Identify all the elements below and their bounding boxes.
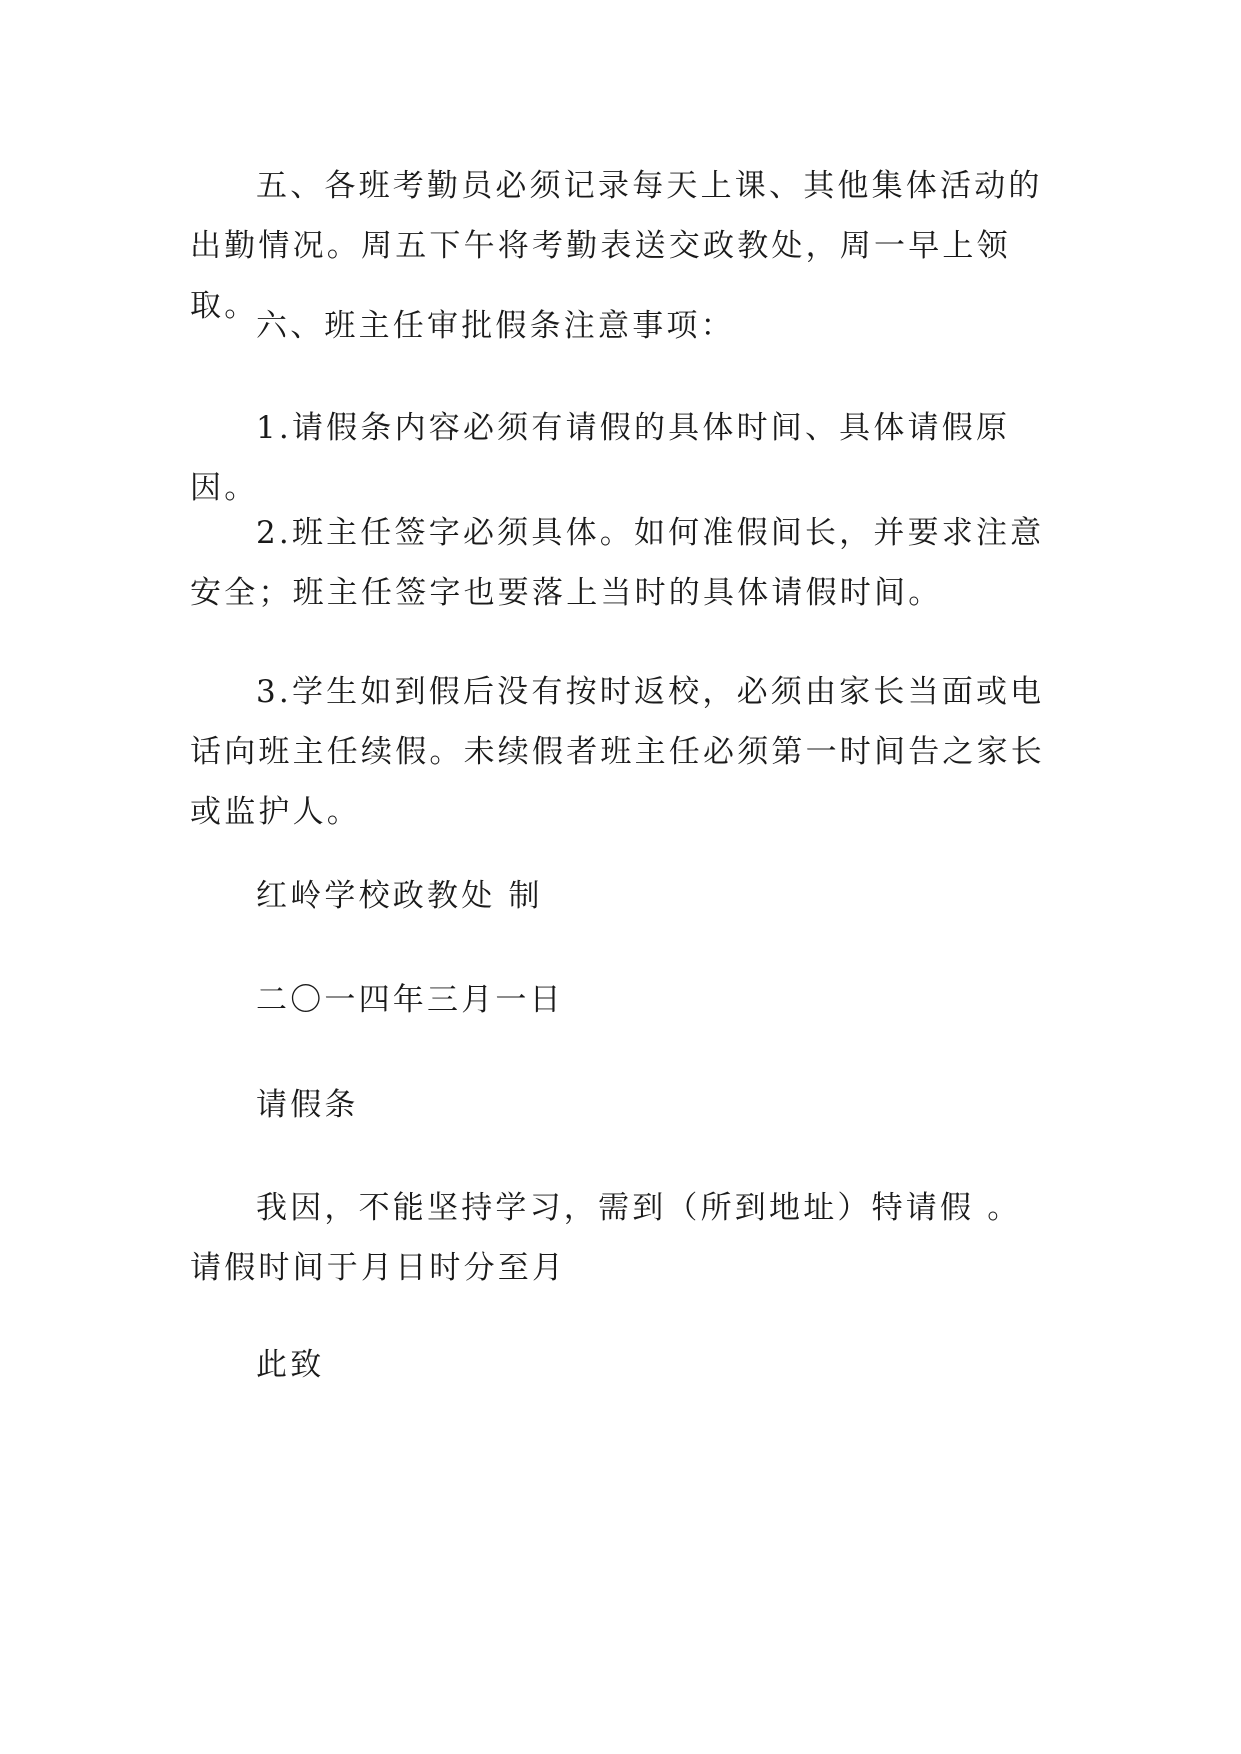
paragraph-attendance-record: 五、各班考勤员必须记录每天上课、其他集体活动的出勤情况。周五下午将考勤表送交政教处，周一早上领取。 xyxy=(190,168,1043,324)
paragraph-leave-note-title: 请假条 xyxy=(256,1087,359,1123)
paragraph-rule-2: 2.班主任签字必须具体。如何准假间长，并要求注意安全；班主任签字也要落上当时的具体请假时间。 xyxy=(190,515,1045,611)
paragraph-leave-approval-heading: 六、班主任审批假条注意事项： xyxy=(256,308,735,344)
paragraph-rule-3: 3.学生如到假后没有按时返校，必须由家长当面或电话向班主任续假。未续假者班主任必须第一时间告之家长或监护人。 xyxy=(190,674,1045,830)
paragraph-leave-note-body: 我因，不能坚持学习，需到（所到地址）特请假 。请假时间于月日时分至月 xyxy=(190,1190,1022,1286)
paragraph-closing: 此致 xyxy=(256,1347,325,1383)
paragraph-date: 二〇一四年三月一日 xyxy=(256,982,564,1018)
paragraph-rule-1: 1.请假条内容必须有请假的具体时间、具体请假原因。 xyxy=(190,410,1011,506)
paragraph-issuer: 红岭学校政教处 制 xyxy=(256,878,543,914)
